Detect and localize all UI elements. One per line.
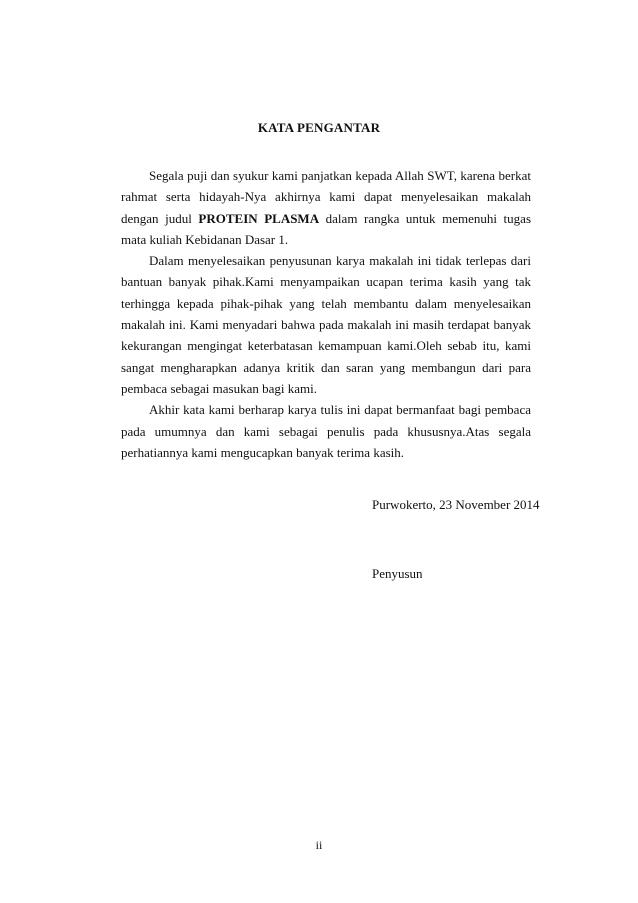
paragraph-1 — [121, 165, 531, 250]
signature-author: Penyusun — [372, 566, 423, 581]
paragraph-1-text-end: dalam rangka untuk memenuhi tugas mata kuliah Kebidanan Dasar 1. — [121, 210, 531, 247]
paragraph-2: Dalam menyelesaikan penyusunan karya makalah ini tidak terlepas dari bantuan banyak pihak.Kami menyampaikan ucapan terima kasih yang tak terhingga kepada pihak-pihak yang telah membantu dalam menyelesaikan makalah ini. Kami menyadari bahwa pada makalah ini masih terdapat banyak kekurangan mengingat keterbatasan kemampuan kami.Oleh sebab itu, kami sangat mengharapkan adanya kritik dan saran yang membangun dari para pembaca sebagai masukan bagi kami. — [121, 253, 531, 396]
paper-title-emphasis: PROTEIN PLASMA — [198, 210, 320, 226]
document-body — [121, 165, 531, 463]
page-number: ii — [315, 838, 323, 852]
page-title: KATA PENGANTAR — [257, 120, 381, 135]
paragraph-3: Akhir kata kami berharap karya tulis ini dapat bermanfaat bagi pembaca pada umumnya dan kami sebagai penulis pada khususnya.Atas segala perhatiannya kami mengucapkan banyak terima kasih. — [121, 402, 531, 460]
place-date: Purwokerto, 23 November 2014 — [372, 497, 540, 512]
paragraph-1-text: Segala puji dan syukur kami panjatkan kepada Allah SWT, karena berkat rahmat serta hidayah-Nya akhirnya kami dapat menyelesaikan makalah dengan judul — [121, 168, 531, 226]
